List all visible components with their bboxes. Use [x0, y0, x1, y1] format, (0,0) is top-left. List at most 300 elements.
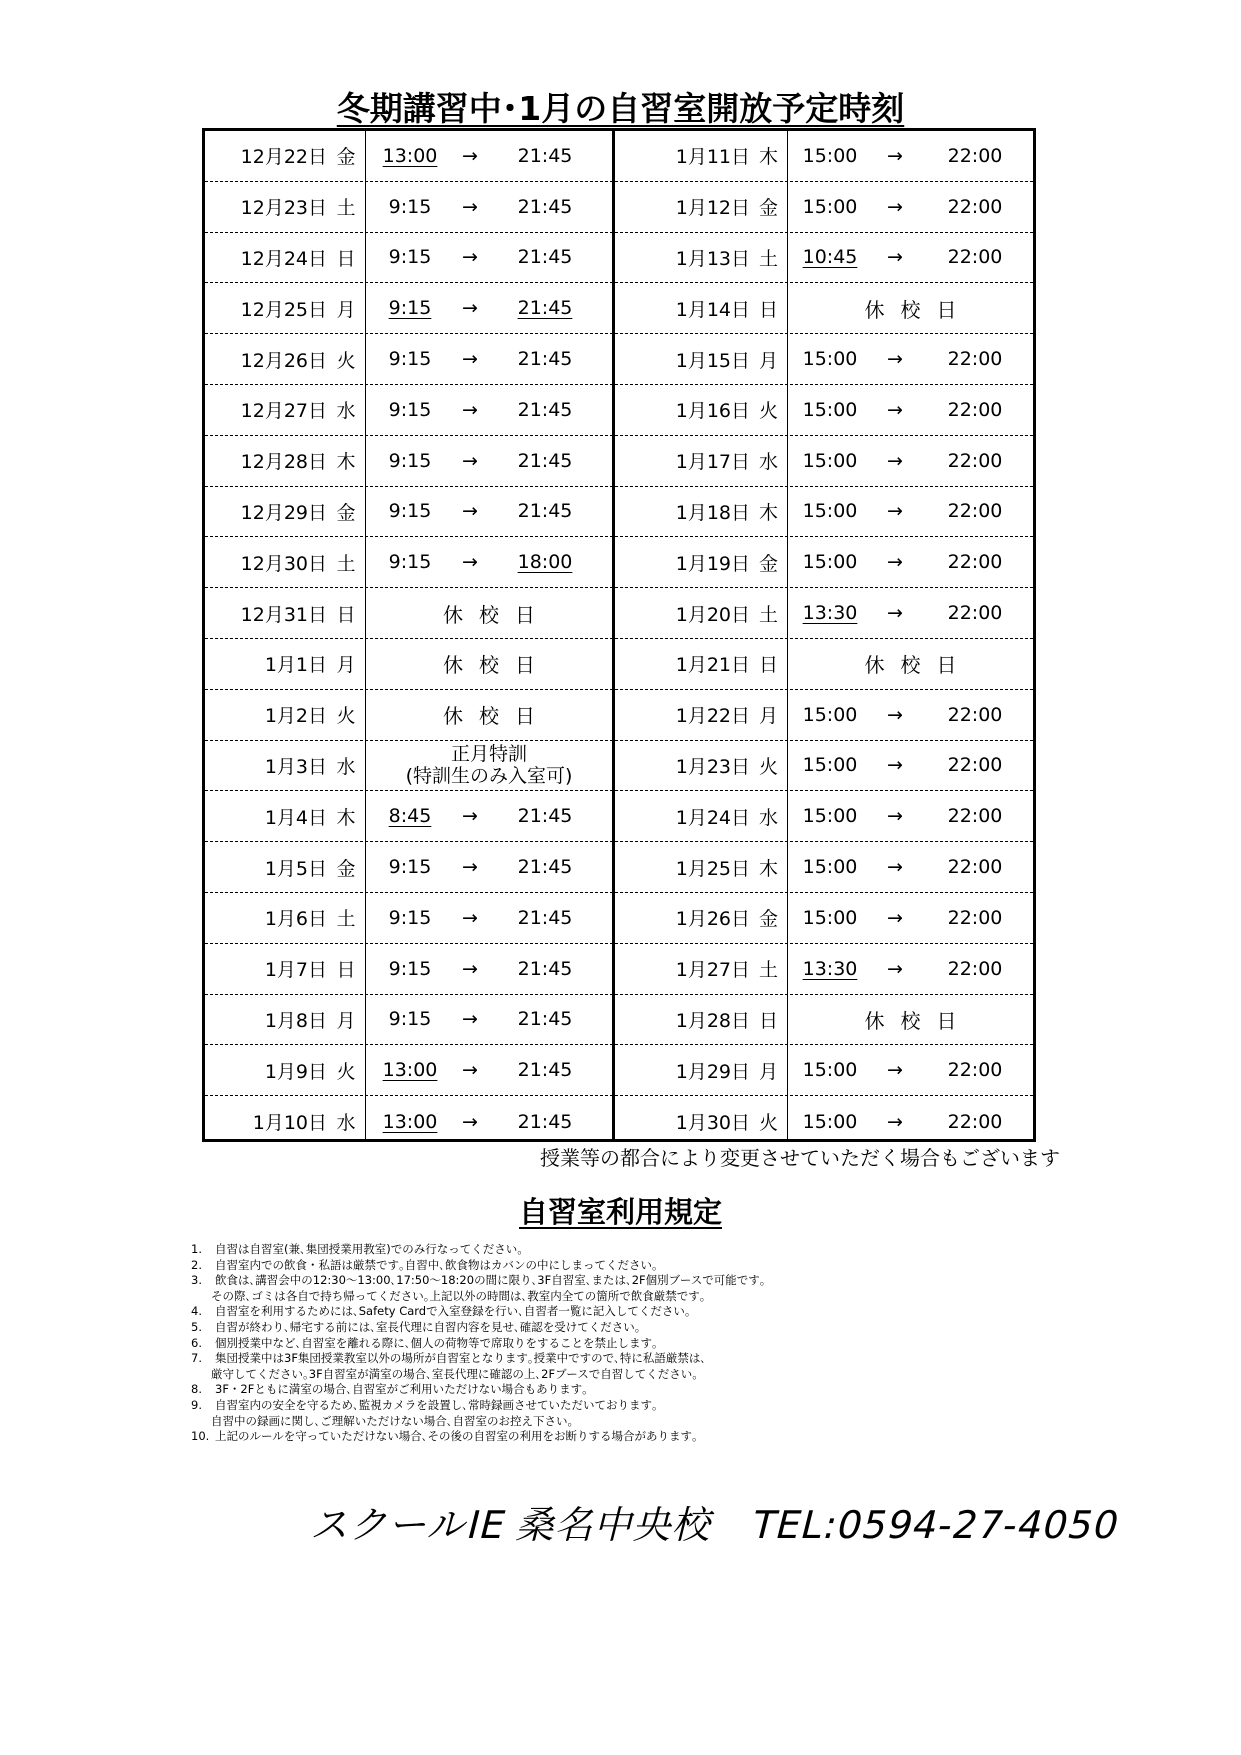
- left-arrow: →: [462, 449, 478, 472]
- left-weekday: 火: [336, 705, 356, 728]
- closed-char: 休: [864, 297, 885, 322]
- left-open-time: [375, 283, 445, 333]
- rule-number: 2.: [191, 1257, 202, 1272]
- close-time-value: 22:00: [947, 754, 1003, 777]
- closed-char: 日: [515, 704, 535, 729]
- right-date: 1月19日: [675, 552, 750, 575]
- closed-char: 日: [515, 602, 535, 627]
- close-time-value: 21:45: [517, 449, 573, 472]
- rule-text: 上記のルールを守っていただけない場合､その後の自習室の利用をお断りする場合があります｡: [215, 1429, 698, 1444]
- right-open-time: [795, 334, 865, 384]
- schedule-row: [205, 639, 1033, 690]
- right-weekday: 日: [758, 298, 778, 321]
- left-arrow: →: [462, 1008, 478, 1031]
- left-weekday: 日: [336, 247, 356, 270]
- right-open-time: [795, 537, 865, 587]
- close-time-value: 21:45: [517, 297, 573, 320]
- close-time-value: 22:00: [947, 398, 1003, 421]
- schedule-row: [205, 791, 1033, 842]
- left-close-time: [495, 283, 595, 333]
- close-time-value: 21:45: [517, 500, 573, 523]
- left-weekday: 金: [336, 501, 356, 524]
- right-arrow: →: [887, 500, 903, 523]
- right-close-time: [925, 791, 1025, 841]
- left-close-time: [495, 893, 595, 943]
- close-time-value: 22:00: [947, 602, 1003, 625]
- right-open-time: [795, 944, 865, 994]
- close-time-value: 21:45: [517, 805, 573, 828]
- right-date: 1月16日: [675, 400, 750, 423]
- close-time-value: 22:00: [947, 856, 1003, 879]
- open-time-value: 9:15: [388, 957, 432, 980]
- left-arrow: →: [462, 348, 478, 371]
- close-time-value: 22:00: [947, 906, 1003, 929]
- right-arrow: →: [887, 805, 903, 828]
- right-arrow: →: [887, 1059, 903, 1082]
- page-title: [0, 84, 1241, 134]
- right-arrow: →: [887, 449, 903, 472]
- left-open-time: [375, 1096, 445, 1147]
- right-date: 1月23日: [675, 755, 750, 778]
- right-date: 1月14日: [675, 298, 750, 321]
- rule-item: [191, 1258, 1091, 1274]
- right-date: 1月11日: [675, 146, 750, 169]
- left-close-time: [495, 537, 595, 587]
- rule-text: 自習は自習室(兼､集団授業用教室)でのみ行なってください｡: [215, 1242, 523, 1256]
- closed-char: 校: [900, 297, 921, 322]
- closed-char: 校: [479, 653, 499, 678]
- closed-char: 日: [936, 297, 957, 322]
- left-weekday: 金: [336, 146, 356, 169]
- left-arrow: →: [462, 805, 478, 828]
- right-arrow: →: [887, 551, 903, 574]
- rule-text: 飲食は､講習会中の12:30～13:00､17:50～18:20の間に限り､3F自習室､または､2F個別ブースで可能です｡: [215, 1273, 766, 1288]
- close-time-value: 21:45: [517, 1059, 573, 1082]
- closed-char: 校: [479, 602, 499, 627]
- left-date: 1月8日: [264, 1009, 327, 1032]
- right-arrow: →: [887, 906, 903, 929]
- open-time-value: 15:00: [802, 348, 858, 371]
- right-arrow: →: [887, 1110, 903, 1133]
- open-time-value: 15:00: [802, 398, 858, 421]
- left-date: 1月1日: [264, 654, 327, 677]
- left-open-time: [375, 944, 445, 994]
- open-time-value: 13:00: [382, 1110, 438, 1133]
- left-date: 1月4日: [264, 806, 327, 829]
- rule-item: [191, 1320, 1091, 1336]
- school-contact: スクールIE 桑名中央校 TEL:0594-27-4050: [307, 1503, 1125, 1547]
- right-close-time: [925, 487, 1025, 537]
- left-arrow: →: [462, 957, 478, 980]
- left-date: 1月7日: [264, 959, 327, 982]
- rule-text: 集団授業中は3F集団授業教室以外の場所が自習室となります｡授業中ですので､特に私語厳禁は､: [215, 1351, 707, 1366]
- left-date: 12月28日: [240, 451, 327, 474]
- right-weekday: 日: [758, 1009, 778, 1032]
- right-weekday: 木: [758, 857, 778, 880]
- left-weekday: 月: [336, 1009, 356, 1032]
- rule-item: [191, 1351, 1091, 1367]
- right-date: 1月27日: [675, 959, 750, 982]
- open-time-value: 9:15: [388, 1008, 432, 1031]
- rule-number: 8.: [191, 1382, 202, 1397]
- schedule-row: [205, 537, 1033, 588]
- left-weekday: 土: [336, 552, 356, 575]
- left-arrow: →: [462, 1110, 478, 1133]
- left-weekday: 金: [336, 857, 356, 880]
- open-time-value: 8:45: [388, 805, 432, 828]
- right-weekday: 月: [758, 349, 778, 372]
- close-time-value: 21:45: [517, 1110, 573, 1133]
- left-weekday: 月: [336, 654, 356, 677]
- left-close-time: [495, 334, 595, 384]
- schedule-table: [202, 128, 1036, 1142]
- rule-text: 自習中の録画に関し､ご理解いただけない場合､自習室のお控え下さい｡: [211, 1413, 574, 1428]
- right-close-time: [925, 690, 1025, 740]
- open-time-value: 15:00: [802, 144, 858, 167]
- left-date: 12月30日: [240, 552, 327, 575]
- rule-number: 1.: [191, 1242, 202, 1256]
- right-weekday: 木: [758, 501, 778, 524]
- right-close-time: [925, 741, 1025, 791]
- right-close-time: [925, 233, 1025, 283]
- rule-text: 自習が終わり､帰宅する前には､室長代理に自習内容を見せ､確認を受けてください｡: [215, 1319, 641, 1334]
- right-close-time: [925, 131, 1025, 181]
- left-weekday: 日: [336, 603, 356, 626]
- left-close-time: [495, 842, 595, 892]
- open-time-value: 15:00: [802, 195, 858, 218]
- left-closed-day: [366, 639, 612, 689]
- rule-item: [191, 1242, 1091, 1258]
- right-weekday: 火: [758, 1112, 778, 1135]
- close-time-value: 22:00: [947, 500, 1003, 523]
- open-time-value: 15:00: [802, 754, 858, 777]
- right-open-time: [795, 1045, 865, 1095]
- close-time-value: 21:45: [517, 246, 573, 269]
- open-time-value: 13:30: [802, 602, 858, 625]
- left-special-note: [366, 741, 612, 791]
- right-open-time: [795, 233, 865, 283]
- right-weekday: 日: [758, 654, 778, 677]
- rule-text: 3F・2Fともに満室の場合､自習室がご利用いただけない場合もあります｡: [215, 1382, 588, 1397]
- right-weekday: 金: [758, 552, 778, 575]
- close-time-value: 22:00: [947, 1059, 1003, 1082]
- rule-item: [191, 1414, 1091, 1430]
- left-open-time: [375, 842, 445, 892]
- open-time-value: 9:15: [388, 500, 432, 523]
- open-time-value: 15:00: [802, 703, 858, 726]
- closed-char: 休: [864, 1008, 885, 1033]
- close-time-value: 22:00: [947, 449, 1003, 472]
- open-time-value: 10:45: [802, 246, 858, 269]
- left-arrow: →: [462, 246, 478, 269]
- right-weekday: 火: [758, 400, 778, 423]
- left-date: 1月10日: [252, 1112, 327, 1135]
- rule-number: 3.: [191, 1273, 202, 1288]
- rule-item: [191, 1382, 1091, 1398]
- rule-item: [191, 1273, 1091, 1289]
- left-date: 12月23日: [240, 197, 327, 220]
- right-open-time: [795, 893, 865, 943]
- left-open-time: [375, 131, 445, 181]
- right-closed-day: [788, 639, 1033, 689]
- left-arrow: →: [462, 195, 478, 218]
- schedule-row: [205, 385, 1033, 436]
- right-date: 1月15日: [675, 349, 750, 372]
- open-time-value: 13:00: [382, 1059, 438, 1082]
- right-arrow: →: [887, 957, 903, 980]
- closed-char: 日: [515, 653, 535, 678]
- right-arrow: →: [887, 703, 903, 726]
- rule-item: [191, 1398, 1091, 1414]
- left-close-time: [495, 233, 595, 283]
- left-date: 12月25日: [240, 298, 327, 321]
- closed-char: 休: [864, 653, 885, 678]
- schedule-row: [205, 131, 1033, 182]
- right-close-time: [925, 588, 1025, 638]
- schedule-row: [205, 1045, 1033, 1096]
- right-arrow: →: [887, 398, 903, 421]
- right-date: 1月26日: [675, 908, 750, 931]
- rule-item: [191, 1367, 1091, 1383]
- closed-char: 日: [936, 653, 957, 678]
- right-date: 1月28日: [675, 1009, 750, 1032]
- right-open-time: [795, 487, 865, 537]
- right-weekday: 水: [758, 806, 778, 829]
- right-open-time: [795, 690, 865, 740]
- close-time-value: 22:00: [947, 805, 1003, 828]
- left-arrow: →: [462, 144, 478, 167]
- left-arrow: →: [462, 906, 478, 929]
- open-time-value: 15:00: [802, 805, 858, 828]
- page-title-text: 冬期講習中･1月の自習室開放予定時刻: [336, 89, 905, 128]
- close-time-value: 22:00: [947, 144, 1003, 167]
- right-date: 1月25日: [675, 857, 750, 880]
- left-close-time: [495, 131, 595, 181]
- left-date: 12月31日: [240, 603, 327, 626]
- rule-text: 個別授業中など､自習室を離れる際に､個人の荷物等で席取りをすることを禁止します｡: [215, 1335, 658, 1350]
- right-close-time: [925, 893, 1025, 943]
- left-close-time: [495, 944, 595, 994]
- left-date: 1月6日: [264, 908, 327, 931]
- right-close-time: [925, 1096, 1025, 1147]
- schedule-row: [205, 842, 1033, 893]
- special-line: (特訓生のみ入室可): [405, 765, 573, 788]
- open-time-value: 15:00: [802, 551, 858, 574]
- left-arrow: →: [462, 297, 478, 320]
- change-notice: 授業等の都合により変更させていただく場合もございます: [540, 1146, 1060, 1170]
- right-open-time: [795, 842, 865, 892]
- open-time-value: 15:00: [802, 856, 858, 879]
- open-time-value: 9:15: [388, 906, 432, 929]
- right-open-time: [795, 588, 865, 638]
- left-date: 1月3日: [264, 755, 327, 778]
- rule-text: 自習室を利用するためには､Safety Cardで入室登録を行い､自習者一覧に記入してください｡: [215, 1304, 691, 1319]
- close-time-value: 21:45: [517, 856, 573, 879]
- schedule-row: [205, 487, 1033, 538]
- right-close-time: [925, 436, 1025, 486]
- closed-char: 休: [443, 602, 463, 627]
- close-time-value: 22:00: [947, 1110, 1003, 1133]
- right-date: 1月30日: [675, 1112, 750, 1135]
- rule-item: [191, 1304, 1091, 1320]
- open-time-value: 9:15: [388, 246, 432, 269]
- open-time-value: 15:00: [802, 906, 858, 929]
- left-weekday: 火: [336, 1060, 356, 1083]
- left-weekday: 日: [336, 959, 356, 982]
- close-time-value: 21:45: [517, 144, 573, 167]
- open-time-value: 15:00: [802, 1110, 858, 1133]
- right-open-time: [795, 1096, 865, 1147]
- left-open-time: [375, 537, 445, 587]
- close-time-value: 21:45: [517, 398, 573, 421]
- right-arrow: →: [887, 348, 903, 371]
- open-time-value: 9:15: [388, 449, 432, 472]
- closed-char: 校: [479, 704, 499, 729]
- schedule-row: [205, 995, 1033, 1046]
- right-date: 1月29日: [675, 1060, 750, 1083]
- right-weekday: 土: [758, 603, 778, 626]
- open-time-value: 13:30: [802, 957, 858, 980]
- close-time-value: 21:45: [517, 957, 573, 980]
- schedule-row: [205, 690, 1033, 741]
- left-date: 12月22日: [240, 146, 327, 169]
- rules-title-text: 自習室利用規定: [518, 1195, 722, 1229]
- schedule-row: [205, 1096, 1033, 1147]
- right-close-time: [925, 537, 1025, 587]
- right-arrow: →: [887, 144, 903, 167]
- left-close-time: [495, 791, 595, 841]
- right-open-time: [795, 182, 865, 232]
- schedule-row: [205, 944, 1033, 995]
- left-close-time: [495, 385, 595, 435]
- right-closed-day: [788, 995, 1033, 1045]
- right-open-time: [795, 741, 865, 791]
- right-close-time: [925, 182, 1025, 232]
- right-arrow: →: [887, 602, 903, 625]
- close-time-value: 21:45: [517, 1008, 573, 1031]
- left-open-time: [375, 995, 445, 1045]
- right-close-time: [925, 1045, 1025, 1095]
- left-arrow: →: [462, 1059, 478, 1082]
- rule-item: [191, 1336, 1091, 1352]
- open-time-value: 9:15: [388, 195, 432, 218]
- close-time-value: 22:00: [947, 957, 1003, 980]
- left-date: 12月24日: [240, 247, 327, 270]
- rule-text: 自習室内での飲食・私語は厳禁です｡自習中､飲食物はカバンの中にしまってください｡: [215, 1257, 658, 1272]
- left-open-time: [375, 233, 445, 283]
- schedule-row: [205, 741, 1033, 792]
- rules-list: [191, 1242, 1091, 1445]
- closed-char: 日: [936, 1008, 957, 1033]
- left-weekday: 木: [336, 451, 356, 474]
- left-weekday: 土: [336, 197, 356, 220]
- open-time-value: 15:00: [802, 449, 858, 472]
- open-time-value: 15:00: [802, 1059, 858, 1082]
- open-time-value: 9:15: [388, 297, 432, 320]
- schedule-row: [205, 334, 1033, 385]
- schedule-row: [205, 233, 1033, 284]
- right-close-time: [925, 334, 1025, 384]
- close-time-value: 21:45: [517, 348, 573, 371]
- left-weekday: 水: [336, 400, 356, 423]
- schedule-row: [205, 283, 1033, 334]
- closed-char: 校: [900, 1008, 921, 1033]
- rule-text: その際､ゴミは各自で持ち帰ってください｡上記以外の時間は､教室内全ての箇所で飲食厳禁です｡: [211, 1288, 706, 1303]
- right-open-time: [795, 131, 865, 181]
- close-time-value: 22:00: [947, 195, 1003, 218]
- left-open-time: [375, 385, 445, 435]
- left-closed-day: [366, 588, 612, 638]
- left-weekday: 水: [336, 755, 356, 778]
- rule-text: 自習室内の安全を守るため､監視カメラを設置し､常時録画させていただいております｡: [215, 1397, 658, 1412]
- right-arrow: →: [887, 856, 903, 879]
- right-weekday: 水: [758, 451, 778, 474]
- schedule-row: [205, 436, 1033, 487]
- rule-number: 4.: [191, 1304, 202, 1319]
- rule-number: 7.: [191, 1351, 202, 1366]
- left-open-time: [375, 893, 445, 943]
- closed-char: 校: [900, 653, 921, 678]
- open-time-value: 9:15: [388, 398, 432, 421]
- close-time-value: 22:00: [947, 348, 1003, 371]
- right-date: 1月22日: [675, 705, 750, 728]
- right-date: 1月20日: [675, 603, 750, 626]
- rule-number: 10.: [191, 1429, 210, 1444]
- left-date: 12月26日: [240, 349, 327, 372]
- close-time-value: 18:00: [517, 551, 573, 574]
- rule-number: 9.: [191, 1397, 202, 1412]
- closed-char: 休: [443, 704, 463, 729]
- left-arrow: →: [462, 500, 478, 523]
- rule-item: [191, 1429, 1091, 1445]
- left-open-time: [375, 487, 445, 537]
- rule-number: 5.: [191, 1319, 202, 1334]
- left-arrow: →: [462, 551, 478, 574]
- close-time-value: 22:00: [947, 551, 1003, 574]
- schedule-row: [205, 588, 1033, 639]
- left-date: 12月27日: [240, 400, 327, 423]
- left-arrow: →: [462, 856, 478, 879]
- right-date: 1月21日: [675, 654, 750, 677]
- left-close-time: [495, 1096, 595, 1147]
- schedule-row: [205, 182, 1033, 233]
- rule-item: [191, 1289, 1091, 1305]
- special-line: 正月特訓: [450, 743, 527, 766]
- right-open-time: [795, 385, 865, 435]
- open-time-value: 9:15: [388, 856, 432, 879]
- right-close-time: [925, 385, 1025, 435]
- open-time-value: 9:15: [388, 551, 432, 574]
- right-open-time: [795, 436, 865, 486]
- right-date: 1月18日: [675, 501, 750, 524]
- left-weekday: 木: [336, 806, 356, 829]
- left-close-time: [495, 436, 595, 486]
- left-close-time: [495, 995, 595, 1045]
- rules-title: [0, 1190, 1241, 1231]
- left-open-time: [375, 436, 445, 486]
- left-date: 1月9日: [264, 1060, 327, 1083]
- right-date: 1月24日: [675, 806, 750, 829]
- left-closed-day: [366, 690, 612, 740]
- right-weekday: 土: [758, 959, 778, 982]
- right-weekday: 土: [758, 247, 778, 270]
- left-date: 12月29日: [240, 501, 327, 524]
- left-weekday: 土: [336, 908, 356, 931]
- right-weekday: 金: [758, 908, 778, 931]
- schedule-row: [205, 893, 1033, 944]
- open-time-value: 15:00: [802, 500, 858, 523]
- left-weekday: 月: [336, 298, 356, 321]
